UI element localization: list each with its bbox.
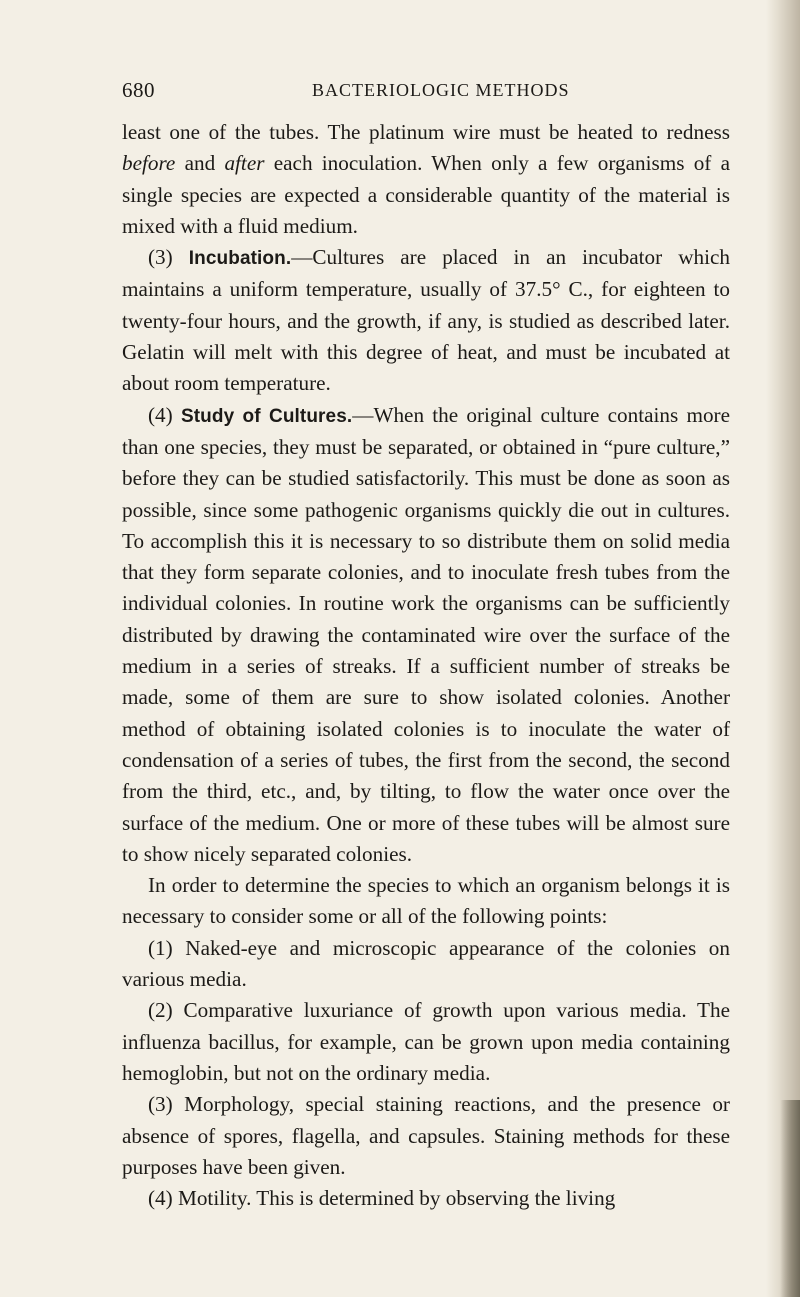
text-run: (4) Motility. This is determined by observing the living bbox=[148, 1186, 616, 1211]
page-header bbox=[122, 78, 730, 110]
text-run: each inoculation. When only a few organisms of a single species are expected a considerable quantity of the material is mixed with a fluid medium. bbox=[122, 151, 731, 238]
section-heading-incubation: Incubation. bbox=[188, 248, 292, 270]
paragraph-determine-species bbox=[122, 870, 730, 933]
list-item-1 bbox=[122, 933, 730, 996]
item-number: (4) bbox=[148, 402, 181, 427]
item-number: (3) bbox=[148, 245, 189, 270]
section-heading-study-of-cultures: Study of Cultures. bbox=[180, 405, 353, 427]
text-run: (3) Morphology, special staining reactions, and the presence or absence of spores, flagella, and capsules. Staining methods for these purposes have been given. bbox=[122, 1092, 730, 1179]
paragraph-1 bbox=[122, 117, 730, 242]
paragraph-incubation bbox=[122, 242, 730, 399]
text-run: least one of the tubes. The platinum wire must be heated to redness bbox=[122, 120, 730, 144]
text-run: —Cultures are placed in an incubator which maintains a uniform temperature, usually of 37.5° C., for eighteen to twenty-four hours, and the growth, if any, is studied as described later. Gelatin will melt with this degree of heat, and must be incubated at about room temperature. bbox=[122, 245, 730, 396]
text-run: In order to determine the species to which an organism belongs it is necessary to consider some or all of the following points: bbox=[122, 873, 730, 929]
list-item-3 bbox=[122, 1089, 730, 1183]
list-item-2 bbox=[122, 995, 730, 1089]
paragraph-study-of-cultures bbox=[122, 400, 730, 870]
text-run: (1) Naked-eye and microscopic appearance of the colonies on various media. bbox=[122, 935, 730, 992]
page-edge-dark bbox=[780, 1100, 800, 1297]
text-run: (2) Comparative luxuriance of growth upon various media. The influenza bacillus, for example, can be grown upon media containing hemoglobin, but not on the ordinary media. bbox=[122, 998, 730, 1085]
text-run: and bbox=[175, 151, 225, 176]
text-run: —When the original culture contains more than one species, they must be separated, or obtained in “pure culture,” before they can be studied satisfactorily. This must be done as soon as possible, since some pathogenic organisms quickly die out in cultures. To accomplish this it is necessary to so distribute them on solid media that they form separate colonies, and to inoculate fresh tubes from the individual colonies. In routine work the organisms can be sufficiently distributed by drawing the contaminated wire over the surface of the medium in a series of streaks. If a sufficient number of streaks be made, some of them are sure to show isolated colonies. Another method of obtaining isolated colonies is to inoculate the water of condensation of a series of tubes, the first from the second, the second from the third, etc., and, by tilting, to flow the water once over the surface of the medium. One or more of these tubes will be almost sure to show nicely separated colonies. bbox=[122, 402, 730, 866]
body-text bbox=[122, 117, 730, 1214]
running-head: BACTERIOLOGIC METHODS bbox=[312, 80, 570, 100]
page-number: 680 bbox=[122, 78, 155, 102]
emphasis-before: before bbox=[122, 151, 176, 176]
emphasis-after: after bbox=[224, 151, 265, 176]
list-item-4 bbox=[122, 1183, 730, 1214]
